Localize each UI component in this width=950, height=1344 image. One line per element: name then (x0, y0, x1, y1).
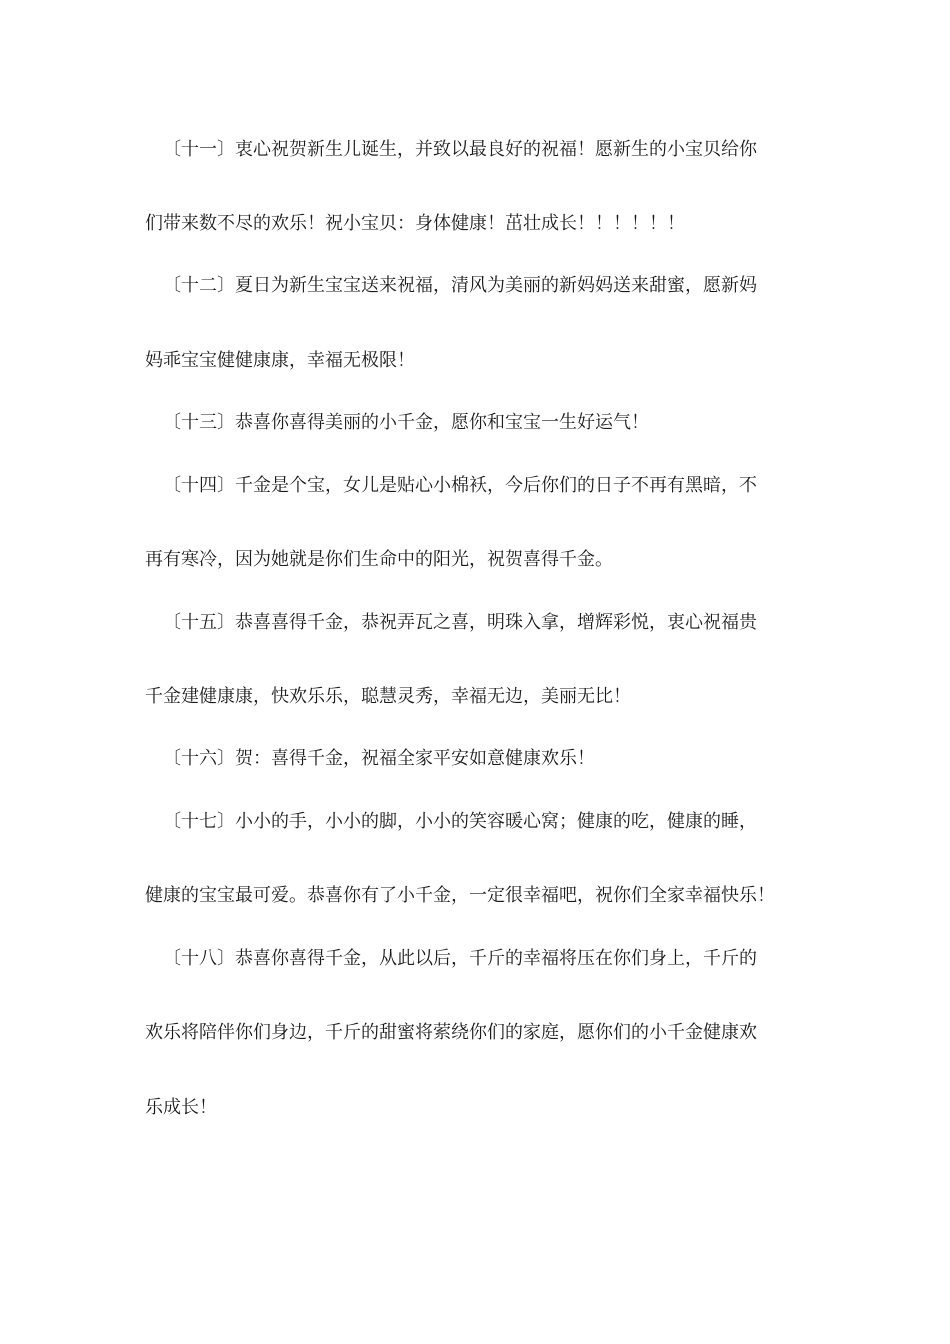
paragraph-18-line-3: 乐成长！ (145, 1097, 217, 1118)
paragraph-14-line-2: 再有寒冷，因为她就是你们生命中的阳光，祝贺喜得千金。 (145, 549, 613, 570)
paragraph-18-line-1: 〔十八〕恭喜你喜得千金，从此以后，千斤的幸福将压在你们身上，千斤的 (163, 948, 757, 969)
paragraph-12-line-2: 妈乖宝宝健健康康，幸福无极限！ (145, 350, 415, 371)
paragraph-15-line-1: 〔十五〕恭喜喜得千金，恭祝弄瓦之喜，明珠入拿，增辉彩悦，衷心祝福贵 (163, 612, 757, 633)
paragraph-15-line-2: 千金建健康康，快欢乐乐，聪慧灵秀，幸福无边，美丽无比！ (145, 686, 631, 707)
paragraph-11-line-2: 们带来数不尽的欢乐！祝小宝贝：身体健康！茁壮成长！！！！！！ (145, 213, 685, 234)
paragraph-11-line-1: 〔十一〕衷心祝贺新生儿诞生，并致以最良好的祝福！愿新生的小宝贝给你 (163, 139, 757, 160)
paragraph-17-line-1: 〔十七〕小小的手，小小的脚，小小的笑容暖心窝；健康的吃，健康的睡， (163, 811, 757, 832)
paragraph-16-line-1: 〔十六〕贺：喜得千金，祝福全家平安如意健康欢乐！ (163, 748, 595, 769)
paragraph-12-line-1: 〔十二〕夏日为新生宝宝送来祝福，清风为美丽的新妈妈送来甜蜜，愿新妈 (163, 275, 757, 296)
paragraph-18-line-2: 欢乐将陪伴你们身边，千斤的甜蜜将萦绕你们的家庭，愿你们的小千金健康欢 (145, 1022, 757, 1043)
paragraph-13-line-1: 〔十三〕恭喜你喜得美丽的小千金，愿你和宝宝一生好运气！ (163, 412, 649, 433)
paragraph-17-line-2: 健康的宝宝最可爱。恭喜你有了小千金，一定很幸福吧，祝你们全家幸福快乐！ (145, 885, 775, 906)
paragraph-14-line-1: 〔十四〕千金是个宝，女儿是贴心小棉袄，今后你们的日子不再有黑暗，不 (163, 475, 757, 496)
